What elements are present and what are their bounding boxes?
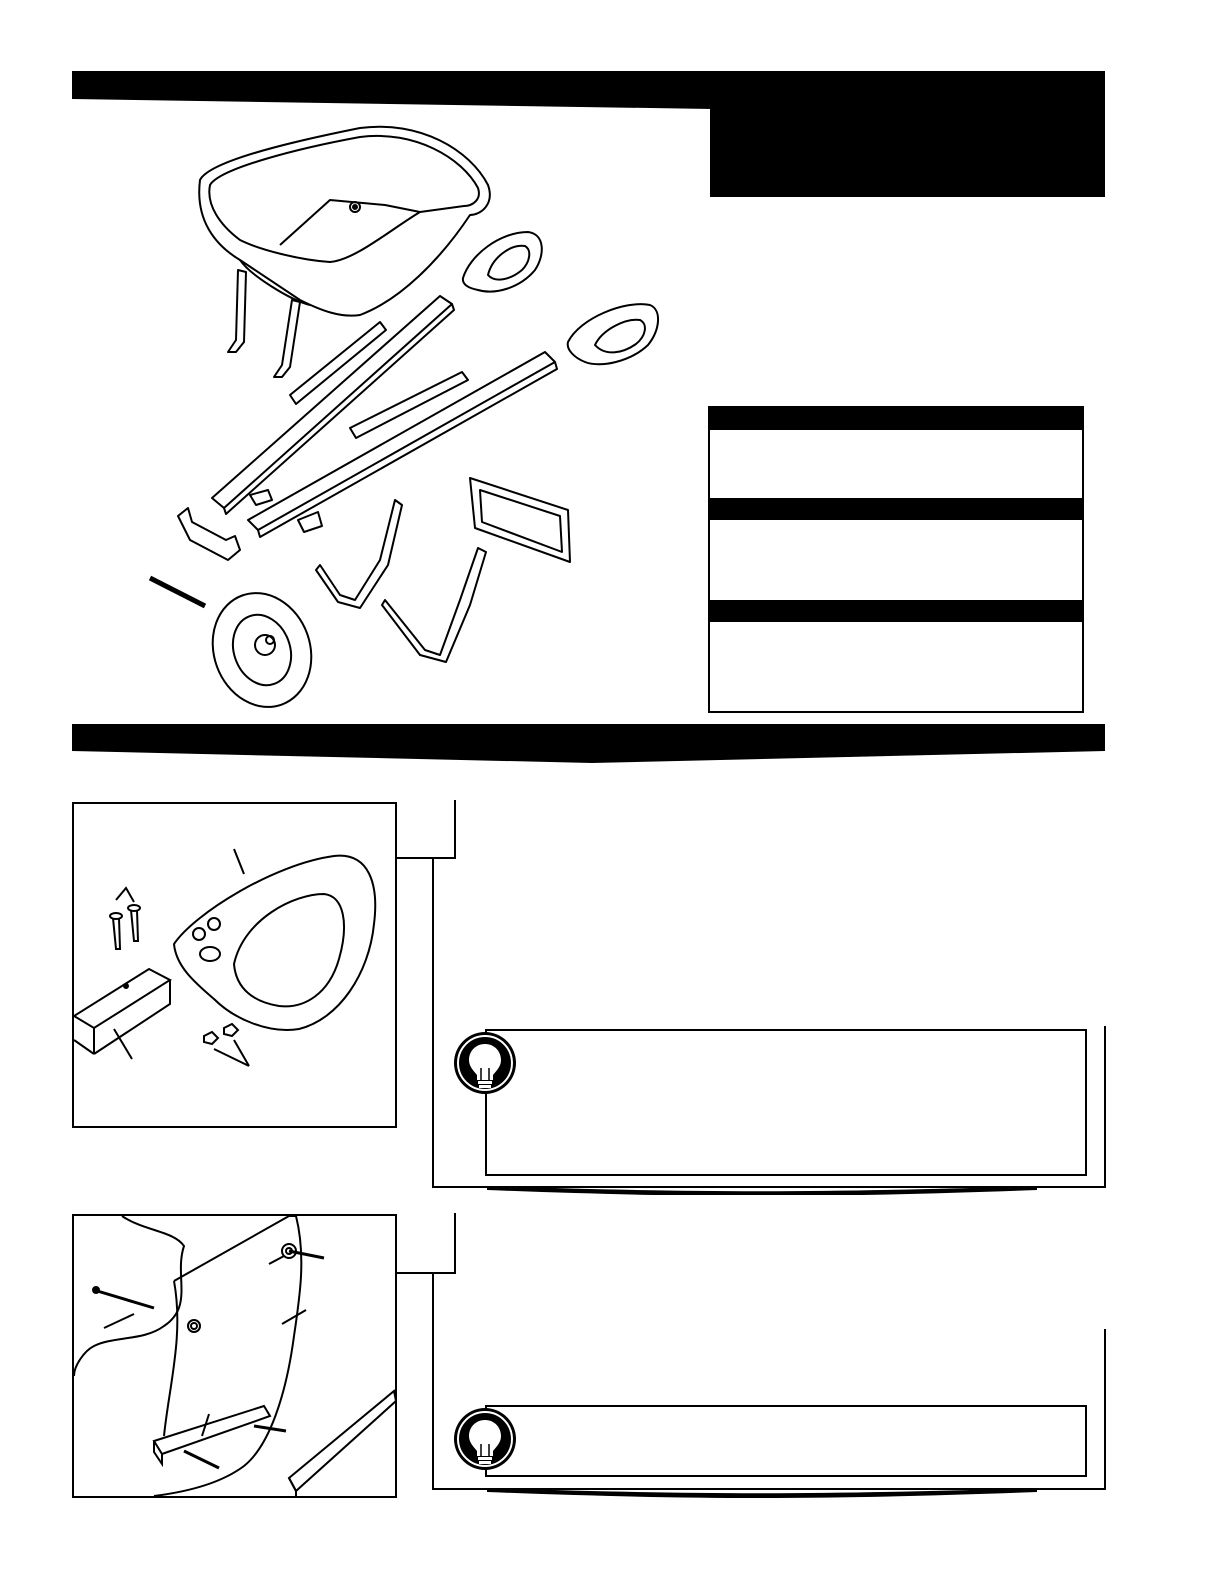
step-1-illustration (72, 802, 397, 1128)
lightbulb-icon (454, 1032, 516, 1094)
step-2-tip-box (485, 1405, 1087, 1477)
bolt-pair (110, 888, 140, 949)
side-section-2-heading (710, 498, 1082, 520)
title-block (710, 99, 1105, 197)
section-heading-bar (72, 724, 1105, 751)
section-bar-taper (72, 751, 1105, 763)
grip-illustration-1 (463, 232, 542, 292)
side-section-2-body (710, 520, 1082, 600)
grip-closeup (174, 849, 375, 1030)
page-title (710, 99, 1105, 139)
grip-illustration-2 (568, 304, 658, 364)
step-2-illustration (72, 1214, 397, 1498)
side-section-3-heading (710, 600, 1082, 622)
lightbulb-icon (454, 1408, 516, 1470)
parts-diagram (140, 120, 700, 710)
side-info-panel (708, 406, 1084, 713)
side-section-1-heading (710, 408, 1082, 430)
step-1-tip-box (485, 1029, 1087, 1176)
side-section-1-body (710, 430, 1082, 498)
top-header-bar (72, 71, 1105, 99)
header-bar-taper (72, 99, 712, 109)
wheel-illustration (197, 579, 327, 710)
handle-rail (74, 969, 170, 1059)
brace-closeup (154, 1391, 395, 1496)
tray-illustration (199, 127, 490, 316)
